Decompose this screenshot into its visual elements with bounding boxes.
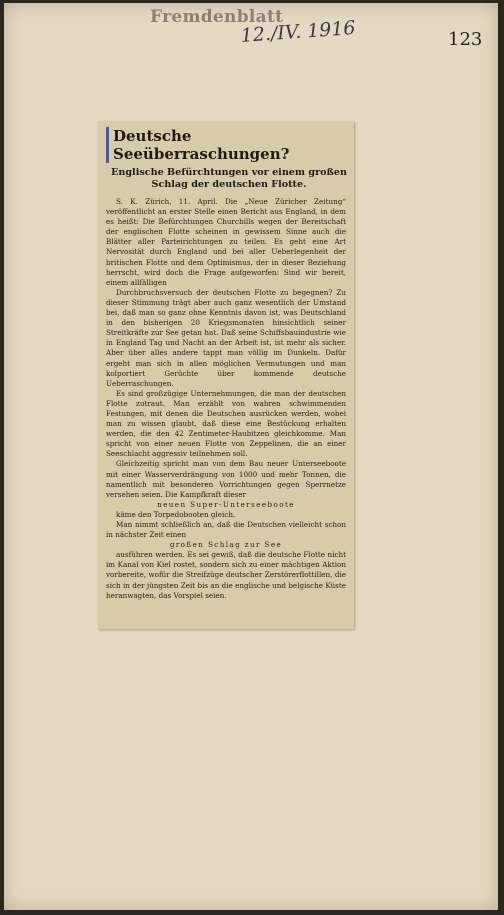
article-paragraph: Es sind großzügige Unternehmungen, die man der deutschen Flotte zutraut. Man erzählt von wahren schwimmenden Festungen, mit denen die Deutschen ausrücken werden, wobei man zu wissen glaubt, daß diese eine Bestückung erhalten werden, die den 42 Zentimeter-Haubitzen gleichkomme. Man spricht von einer neuen Flotte von Zeppelinen, die an einer Seeschlacht aggressiv teilnehmen soll.: [106, 388, 346, 459]
article-paragraph: käme den Torpedobooten gleich.: [116, 509, 236, 519]
handwritten-date: 12./IV. 1916: [240, 16, 357, 47]
newspaper-clipping: [98, 121, 354, 629]
newspaper-stamp: Fremdenblatt: [150, 7, 284, 27]
article-paragraph: Man nimmt schließlich an, daß die Deutschen vielleicht schon in nächster Zeit einen: [106, 520, 346, 540]
article-paragraph: S. K. Zürich, 11. April. Die „Neue Züricher Zeitung“ veröffentlicht an erster Stelle einen Bericht aus England, in dem es heißt: Die Befürchtungen Churchills wegen der Bereitschaft der englischen Flotte scheinen in gewissem Sinne auch die Blätter aller Parteirichtungen zu teilen. Es geht eine Art Nervosität durch England und bei aller Ueberlegenheit der britischen Flotte und dem Optimismus, der in dieser Beziehung herrscht, wird doch die Frage aufgeworfen: Sind wir bereit, einem allfälligen: [106, 197, 346, 287]
article-body: [106, 197, 346, 601]
article-subhead: Englische Befürchtungen vor einem großen Schlag der deutschen Flotte.: [111, 167, 347, 190]
article-paragraph: Gleichzeitig spricht man von dem Bau neuer Unterseeboote mit einer Wasserverdrängung von 1000 und mehr Tonnen, die namentlich mit besonderen Vorrichtungen gegen Sperrnetze versehen seien. Die Kampfkraft dieser: [106, 459, 346, 499]
article-spaced-heading: neuen Super-Unterseeboote: [157, 499, 295, 509]
article-spaced-heading: großen Schlag zur See: [169, 540, 283, 550]
archive-page: [4, 3, 498, 910]
article-paragraph: ausführen werden. Es sei gewiß, daß die deutsche Flotte nicht im Kanal von Kiel rostet, sondern sich zu einer mächtigen Aktion vorbereite, wofür die Streifzüge deutscher Zerstörerflottillen, die sich in der jüngsten Zeit bis an die englische und belgische Küste heranwagten, das Vorspiel seien.: [106, 550, 346, 600]
page-number: 123: [448, 29, 483, 50]
article-paragraph: Durchbruchsversuch der deutschen Flotte zu begegnen? Zu dieser Stimmung trägt aber auch ganz wesentlich der Umstand bei, daß man so ganz ohne Kenntnis davon ist, was Deutschland in den bisherigen 20 Kriegsmonaten hinsichtlich seiner Streitkräfte zur See getan hat. Daß seine Schiffsbauindustrie wie in England Tag und Nacht an der Arbeit ist, ist mehr als sicher. Aber über alles andere tappt man völlig im Dunkeln. Dafür ergeht man sich in allen möglichen Vermutungen und man kolportiert Gerüchte über kommende deutsche Ueberraschungen.: [106, 287, 346, 388]
article-headline: Deutsche Seeüberraschungen?: [106, 127, 348, 163]
